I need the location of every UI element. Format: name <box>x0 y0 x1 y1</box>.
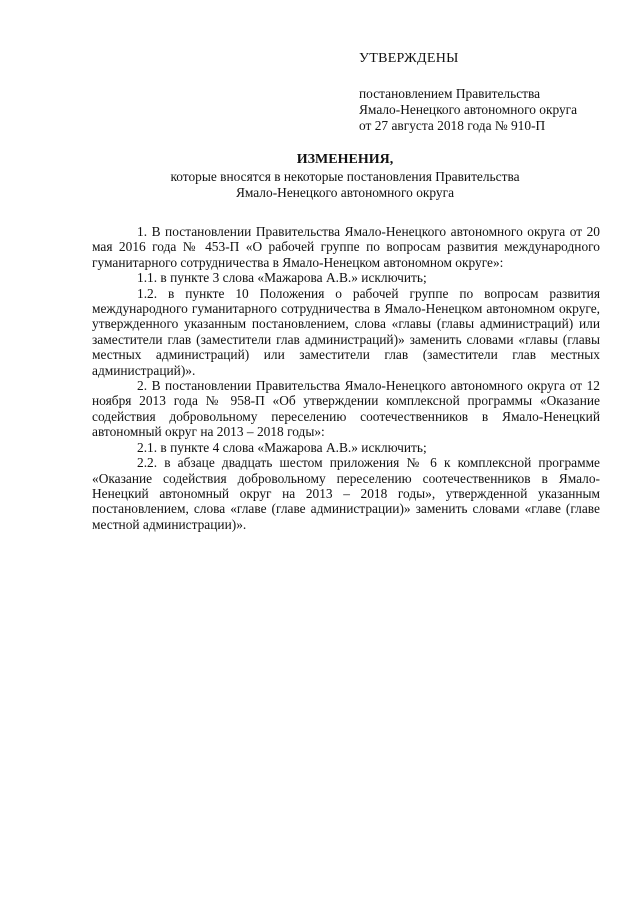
paragraph-2: 2. В постановлении Правительства Ямало-Ненецкого автономного округа от 12 ноября 2013 года № 958-П «Об утверждении комплексной программы «Оказание содействия добровольному переселению соотечественников в Ямало-Ненецкий автономный округ на 2013 – 2018 годы»: <box>92 378 600 440</box>
document-title: ИЗМЕНЕНИЯ, <box>296 152 394 167</box>
paragraph-1-2: 1.2. в пункте 10 Положения о рабочей группе по вопросам развития международного гуманитарного сотрудничества в Ямало-Ненецком автономном округе, утвержденного указанным постановлением, слова «главы (главы администраций) или заместители глав (заместители глав администраций)» заменить словами «главы (главы местных администраций) или заместители глав (заместители глав местных администраций)». <box>92 285 600 378</box>
paragraph-2-1: 2.1. в пункте 4 слова «Мажарова А.В.» исключить; <box>137 439 427 455</box>
approval-block <box>359 50 609 134</box>
document-heading <box>90 151 600 201</box>
document-body <box>92 224 600 532</box>
approval-line: от 27 августа 2018 года № 910-П <box>359 118 546 133</box>
document-subtitle-line: которые вносятся в некоторые постановления Правительства <box>170 169 520 184</box>
approval-line: Ямало-Ненецкого автономного округа <box>359 102 578 117</box>
paragraph-2-2: 2.2. в абзаце двадцать шестом приложения № 6 к комплексной программе «Оказание содействия добровольному переселению соотечественников в Ямало-Ненецкий автономный округ на 2013 – 2018 годы», утвержденной указанным постановлением, слова «главе (главе администрации)» заменить словами «главе (главе местной администрации)». <box>92 455 600 532</box>
paragraph-1-1: 1.1. в пункте 3 слова «Мажарова А.В.» исключить; <box>137 270 427 286</box>
paragraph-1: 1. В постановлении Правительства Ямало-Ненецкого автономного округа от 20 мая 2016 года № 453-П «О рабочей группе по вопросам развития международного гуманитарного сотрудничества в Ямало-Ненецком автономном округе»: <box>92 224 600 270</box>
approval-title: УТВЕРЖДЕНЫ <box>359 51 459 66</box>
document-subtitle-line: Ямало-Ненецкого автономного округа <box>235 185 455 200</box>
approval-line: постановлением Правительства <box>359 86 541 101</box>
